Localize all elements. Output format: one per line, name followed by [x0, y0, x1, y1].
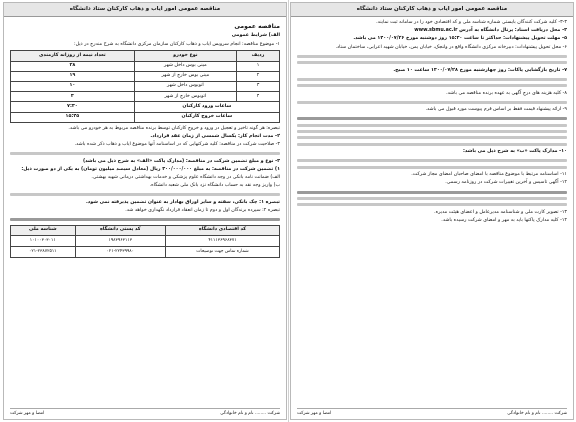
table-cell: ۱۹ — [11, 71, 135, 81]
right-page — [290, 2, 574, 420]
text-line: ۱۰- مدارک پاکت «ب» به شرح ذیل می باشد: — [462, 149, 567, 155]
table-cell: ۳ — [236, 81, 279, 91]
text-line-placeholder — [297, 55, 567, 58]
table-cell: ۴۱۱۱۳۶۹۶۸۳۷۱ — [165, 235, 279, 246]
footer-company: شرکت ........ نام و نام خانوادگی — [507, 411, 567, 416]
table-cell: ۱۹۸۳۹۶۳۱۱۳ — [75, 235, 165, 246]
table-cell: ۴ — [236, 92, 279, 102]
text-line-placeholder — [297, 159, 567, 162]
text-line-placeholder — [297, 191, 567, 194]
table-cell: ۷:۳۰ — [11, 102, 135, 112]
table-header-row — [11, 225, 280, 235]
table-row — [11, 81, 280, 91]
table-header-row — [11, 51, 280, 61]
text-line: ۱) تضمین شرکت در مناقصه: به مبلغ ۳۰۰/۰۰۰/۰۰۰ ریال (معادل سیصد میلیون تومان) به یکی از دو صورت ذیل: — [21, 166, 280, 172]
vehicle-table — [10, 50, 280, 122]
table-row — [11, 235, 280, 246]
intro-text: ۱- موضوع مناقصه: انجام سرویس ایاب و ذهاب کارکنان سازمان مرکزی دانشگاه به شرح مندرج در ذیل: — [73, 41, 280, 47]
text-line-placeholder — [297, 143, 567, 146]
table-cell: ۲ — [236, 71, 279, 81]
text-line: ۶- محل تحویل پیشنهادات: دبیرخانه مرکزی دانشگاه واقع در ولنجک، خیابان یمن، خیابان شهید اعرابی، ساختمان ستاد. — [335, 44, 567, 50]
text-line-placeholder — [297, 130, 567, 133]
text-line: ۳- صلاحیت شرکت در مناقصه: کلیه شرکتهایی که در اساسنامه آنها موضوع ایاب و ذهاب ذکر شده باشد. — [74, 142, 280, 148]
text-line-placeholder — [10, 193, 280, 196]
table-row — [11, 71, 280, 81]
text-line-placeholder — [297, 166, 567, 169]
right-page-body — [291, 17, 573, 229]
text-line: ۴- نوع و مبلغ تضمین شرکت در مناقصه: (مدارک پاکت «الف» به شرح ذیل می باشد) — [82, 158, 280, 164]
text-line: تبصره ۱: چک بانکی، سفته و سایر اوراق بهادار به عنوان تضمین پذیرفته نمی شود. — [85, 199, 280, 205]
page-footer — [10, 408, 280, 416]
table-cell: ساعات ورود کارکنان — [134, 102, 279, 112]
text-line: تبصره: هر گونه تاخیر و تعجیل در ورود و خروج کارکنان توسط برنده مناقصه مربوط به هر خودرو می باشد. — [68, 125, 280, 131]
text-line-placeholder — [10, 218, 280, 221]
left-page — [3, 2, 287, 420]
text-line: ۲- مدت انجام کار: یکسال شمسی از زمان عقد قرارداد. — [150, 133, 280, 139]
table-cell: ۲۸ — [11, 61, 135, 71]
footer-signature: امضا و مهر شرکت — [297, 411, 332, 416]
table-total-row — [11, 102, 280, 112]
text-line-placeholder — [10, 152, 280, 155]
column-header: شناسه ملی — [11, 225, 76, 235]
table-cell: ۰۲۱-۲۲۴۳۹۹۸۰ — [75, 246, 165, 257]
text-line-placeholder — [297, 78, 567, 81]
table-cell: اتوبوس داخل شهر — [134, 81, 236, 91]
page-footer — [297, 408, 567, 416]
column-header: کد اقتصادی دانشگاه — [165, 225, 279, 235]
text-line: الف) ضمانت نامه بانکی در وجه دانشگاه علوم پزشکی و خدمات بهداشتی درمانی شهید بهشتی. — [91, 175, 280, 181]
text-line: ۷- تاریخ بازگشایی پاکات: روز چهارشنبه مورخ ۱۴۰۰/۰۷/۲۸ ساعت ۱۰ صبح. — [393, 67, 567, 73]
table-cell: ساعات خروج کارکنان — [134, 112, 279, 122]
table-cell: ۴ — [11, 92, 135, 102]
text-line: ۱۳- تصویر کارت ملی و شناسنامه مدیرعامل و اعضای هیئت مدیره. — [434, 209, 567, 215]
text-line-placeholder — [297, 203, 567, 206]
table-row — [11, 246, 280, 257]
table-cell: ۰۲۱-۲۳۸۷۲۵۱۱ — [11, 246, 76, 257]
text-line: ۹- ارائه پیشنهاد قیمت فقط بر اساس فرم پیوست مورد قبول می باشد. — [425, 107, 567, 113]
footer-signature: امضا و مهر شرکت — [10, 411, 45, 416]
column-header: نوع خودرو — [134, 51, 236, 61]
text-line: تبصره ۲: سپرده برندگان اول و دوم تا زمان انعقاد قرارداد نگهداری خواهد شد. — [125, 207, 280, 213]
table-cell: مینی بوس خارج از شهر — [134, 71, 236, 81]
column-header: کد پستی دانشگاه — [75, 225, 165, 235]
table-cell: ۱۵:۴۵ — [11, 112, 135, 122]
text-line: ۸- کلیه هزینه های درج آگهی به عهده برنده مناقصه می باشد. — [446, 90, 567, 96]
section-heading: الف) شرایط عمومی — [231, 33, 280, 39]
left-page-body — [4, 17, 286, 264]
text-line: ۵- مهلت تحویل پیشنهادات: حداکثر تا ساعت ۱۵:۳۰ روز دوشنبه مورخ ۱۴۰۰/۰۷/۲۶ می باشد. — [353, 36, 567, 42]
table-cell: ۱۰۱۰۰۳۰۳۰۱۱ — [11, 235, 76, 246]
column-header: ردیف — [236, 51, 279, 61]
text-line: ۱۱- اساسنامه مرتبط با موضوع مناقصه با امضای صاحبان امضای مجاز شرکت. — [411, 172, 567, 178]
text-line-placeholder — [297, 84, 567, 87]
table-row — [11, 92, 280, 102]
contact-table — [10, 225, 280, 258]
text-line-placeholder — [297, 117, 567, 120]
page-gutter — [288, 0, 289, 422]
table-cell: ۱ — [236, 61, 279, 71]
text-line: ۱۴- کلیه مدارک پاکتها باید به مهر و امضای شرکت رسیده باشد. — [441, 217, 567, 223]
text-line-placeholder — [297, 124, 567, 127]
text-line: ب) واریز وجه نقد به حساب دانشگاه نزد بانک ملی شعبه دانشگاه. — [149, 183, 280, 189]
text-line: ۱۲- آگهی تاسیس و آخرین تغییرات شرکت در روزنامه رسمی. — [445, 180, 567, 186]
table-cell: مینی بوس داخل شهر — [134, 61, 236, 71]
text-line: ۴- محل دریافت اسناد: پرتال دانشگاه به آدرس www.sbmu.ac.ir — [414, 28, 567, 34]
table-cell: اتوبوس خارج از شهر — [134, 92, 236, 102]
text-line-placeholder — [297, 61, 567, 64]
page-header: مناقصه عمومی امور ایاب و ذهاب کارکنان ستاد دانشگاه — [4, 3, 286, 17]
text-line-placeholder — [297, 197, 567, 200]
page-title: مناقصه عمومی — [234, 23, 280, 30]
page-header: مناقصه عمومی امور ایاب و ذهاب کارکنان ستاد دانشگاه — [291, 3, 573, 17]
table-total-row — [11, 112, 280, 122]
text-line-placeholder — [297, 101, 567, 104]
text-line: ۳-۳- کلیه شرکت کنندگان بایستی شماره شناسه ملی و کد اقتصادی خود را در سامانه ثبت نمایند. — [376, 20, 567, 25]
footer-company: شرکت ........ نام و نام خانوادگی — [220, 411, 280, 416]
column-header: تعداد نیمه از روزانه کارمندی — [11, 51, 135, 61]
table-cell: ۱۰ — [11, 81, 135, 91]
text-line-placeholder — [297, 136, 567, 139]
table-cell: شماره تماس جهت توضیحات — [165, 246, 279, 257]
table-row — [11, 61, 280, 71]
